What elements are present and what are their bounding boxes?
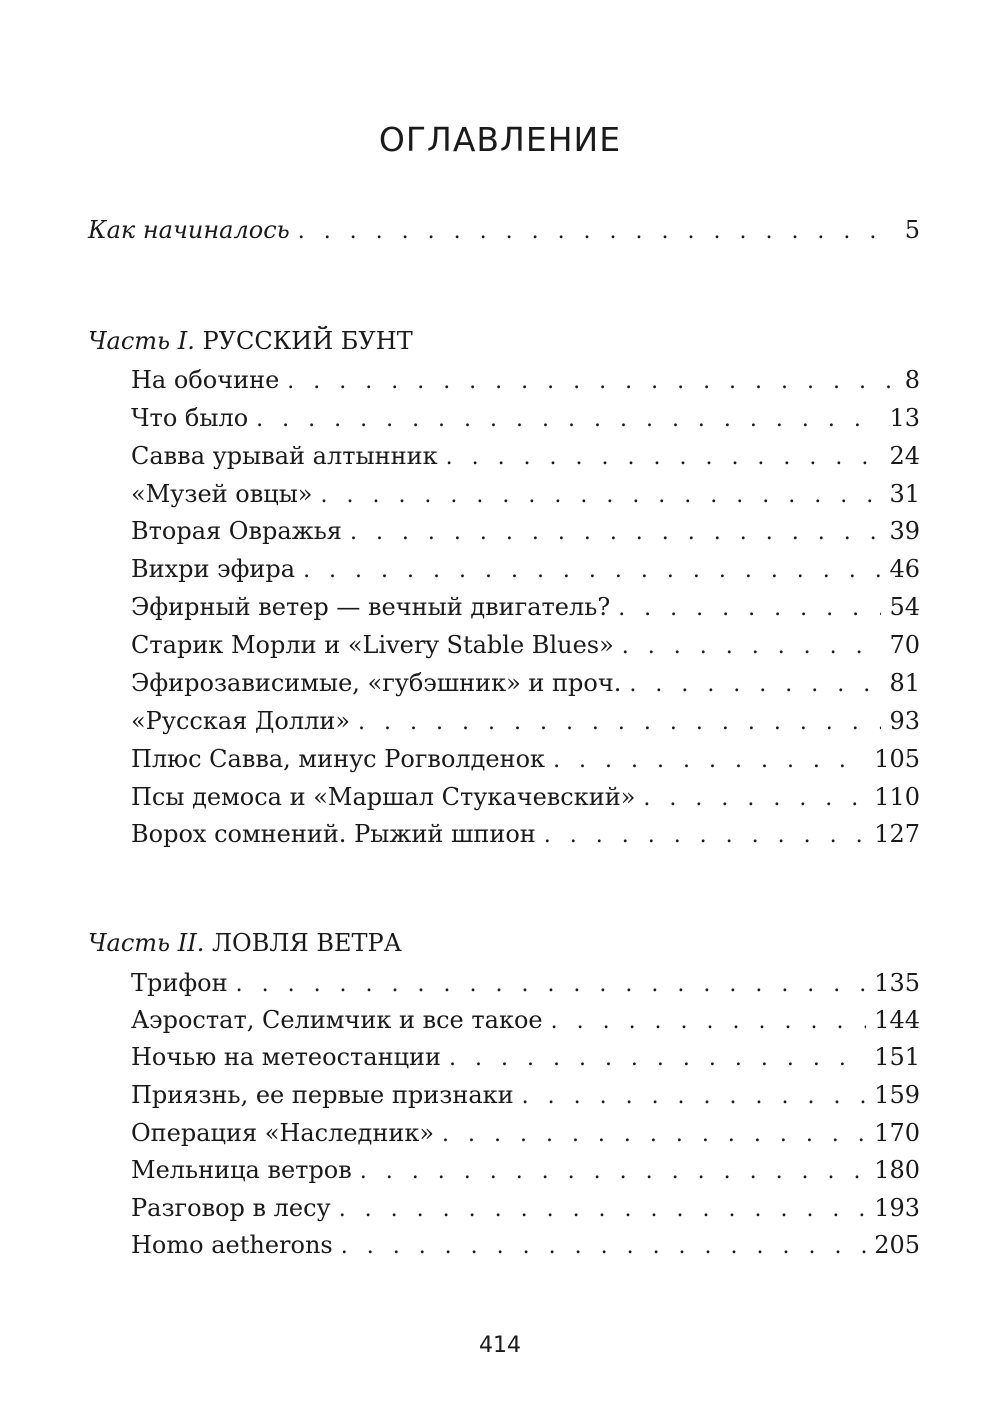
- toc-entry-page: 110: [874, 783, 920, 811]
- toc-entry: [131, 592, 920, 624]
- toc-entry-page: 159: [874, 1081, 920, 1109]
- toc-entry: [131, 365, 920, 397]
- toc-entry-page: 13: [889, 404, 920, 432]
- toc-entry: [131, 782, 920, 814]
- toc-entry-page: 127: [874, 820, 920, 848]
- dot-leader: [303, 556, 881, 586]
- toc-entry-label: Ночью на метеостанции: [131, 1043, 442, 1071]
- toc-entry-label: Разговор в лесу: [131, 1194, 331, 1222]
- dot-leader: [341, 1232, 866, 1262]
- toc-entry-page: 46: [889, 555, 920, 583]
- toc-entry: [131, 554, 920, 586]
- dot-leader: [256, 405, 881, 435]
- dot-leader: [449, 1044, 866, 1074]
- toc-entry-intro: [88, 215, 920, 247]
- toc-entry-label: Плюс Савва, минус Рогволденок: [131, 745, 546, 773]
- toc-entry: [131, 1118, 920, 1150]
- toc-entry-page: 54: [889, 593, 920, 621]
- part-prefix: Часть I.: [88, 327, 195, 355]
- toc-entry-page: 144: [874, 1006, 920, 1034]
- toc-entry-label: Трифон: [131, 969, 228, 997]
- dot-leader: [442, 1120, 866, 1150]
- dot-leader: [339, 1195, 867, 1225]
- toc-entry: [131, 1042, 920, 1074]
- toc-entry-page: 24: [889, 442, 920, 470]
- toc-entry: [131, 1155, 920, 1187]
- toc-entry-label: Аэростат, Селимчик и все такое: [131, 1006, 543, 1034]
- toc-entry-label: Операция «Наследник»: [131, 1119, 435, 1147]
- toc-entry: [131, 479, 920, 511]
- toc-entry-label: Старик Морли и «Livery Stable Blues»: [131, 631, 614, 659]
- toc-entry: [131, 968, 920, 1000]
- dot-leader: [350, 518, 882, 548]
- part-name: РУССКИЙ БУНТ: [202, 327, 413, 355]
- page-title: ОГЛАВЛЕНИЕ: [378, 120, 622, 159]
- toc-entry-page: 105: [874, 745, 920, 773]
- toc-entry-label: Вихри эфира: [131, 555, 296, 583]
- toc-entry: [131, 668, 920, 700]
- dot-leader: [298, 217, 897, 247]
- dot-leader: [287, 367, 896, 397]
- toc-entry: [131, 403, 920, 435]
- part-prefix: Часть II.: [88, 929, 205, 957]
- toc-entry-page: 8: [904, 366, 920, 394]
- toc-entry-label: Псы демоса и «Маршал Стукачевский»: [131, 783, 636, 811]
- toc-entry-page: 39: [889, 517, 920, 545]
- toc-entry-label: Мельница ветров: [131, 1156, 352, 1184]
- toc-entry: [131, 441, 920, 473]
- toc-entry-page: 81: [889, 669, 920, 697]
- toc-entry: [131, 630, 920, 662]
- part-heading-2: [88, 928, 402, 958]
- part-heading-1: [88, 326, 413, 356]
- toc-entry-label: На обочине: [131, 366, 280, 394]
- part-name: ЛОВЛЯ ВЕТРА: [211, 929, 402, 957]
- toc-entry-page: 5: [904, 216, 920, 244]
- toc-entry: [131, 516, 920, 548]
- dot-leader: [622, 632, 882, 662]
- dot-leader: [320, 481, 881, 511]
- toc-entry-label: Как начиналось: [88, 216, 290, 244]
- toc-entry-page: 193: [874, 1194, 920, 1222]
- dot-leader: [446, 443, 882, 473]
- toc-entry: [131, 819, 920, 851]
- toc-entry-page: 70: [889, 631, 920, 659]
- toc-entry-page: 180: [874, 1156, 920, 1184]
- toc-entry-page: 135: [874, 969, 920, 997]
- dot-leader: [360, 1157, 866, 1187]
- toc-entry-label: Ворох сомнений. Рыжий шпион: [131, 820, 536, 848]
- toc-entry-label: Что было: [131, 404, 249, 432]
- toc-entry: [131, 706, 920, 738]
- dot-leader: [553, 746, 866, 776]
- page-number: 414: [479, 1333, 521, 1358]
- toc-entry-label: Homo aetherons: [131, 1231, 333, 1259]
- toc-entry-page: 151: [874, 1043, 920, 1071]
- toc-entry-page: 205: [874, 1231, 920, 1259]
- toc-entry-page: 93: [889, 707, 920, 735]
- toc-entry-label: Савва урывай алтынник: [131, 442, 438, 470]
- toc-entry-label: «Музей овцы»: [131, 480, 313, 508]
- toc-entry: [131, 1230, 920, 1262]
- dot-leader: [629, 670, 881, 700]
- toc-entry-label: Эфирозависимые, «губэшник» и проч.: [131, 669, 622, 697]
- toc-entry: [131, 1193, 920, 1225]
- toc-entry-label: «Русская Долли»: [131, 707, 351, 735]
- toc-entry: [131, 1080, 920, 1112]
- toc-entry-label: Эфирный ветер — вечный двигатель?: [131, 593, 611, 621]
- toc-entry-label: Вторая Овражья: [131, 517, 342, 545]
- dot-leader: [618, 594, 881, 624]
- dot-leader: [544, 821, 866, 851]
- dot-leader: [236, 970, 867, 1000]
- dot-leader: [358, 708, 881, 738]
- dot-leader: [643, 784, 866, 814]
- toc-entry-label: Приязнь, ее первые признаки: [131, 1081, 514, 1109]
- dot-leader: [522, 1082, 867, 1112]
- toc-entry: [131, 1005, 920, 1037]
- toc-entry-page: 31: [889, 480, 920, 508]
- dot-leader: [551, 1007, 867, 1037]
- toc-entry-page: 170: [874, 1119, 920, 1147]
- toc-entry: [131, 744, 920, 776]
